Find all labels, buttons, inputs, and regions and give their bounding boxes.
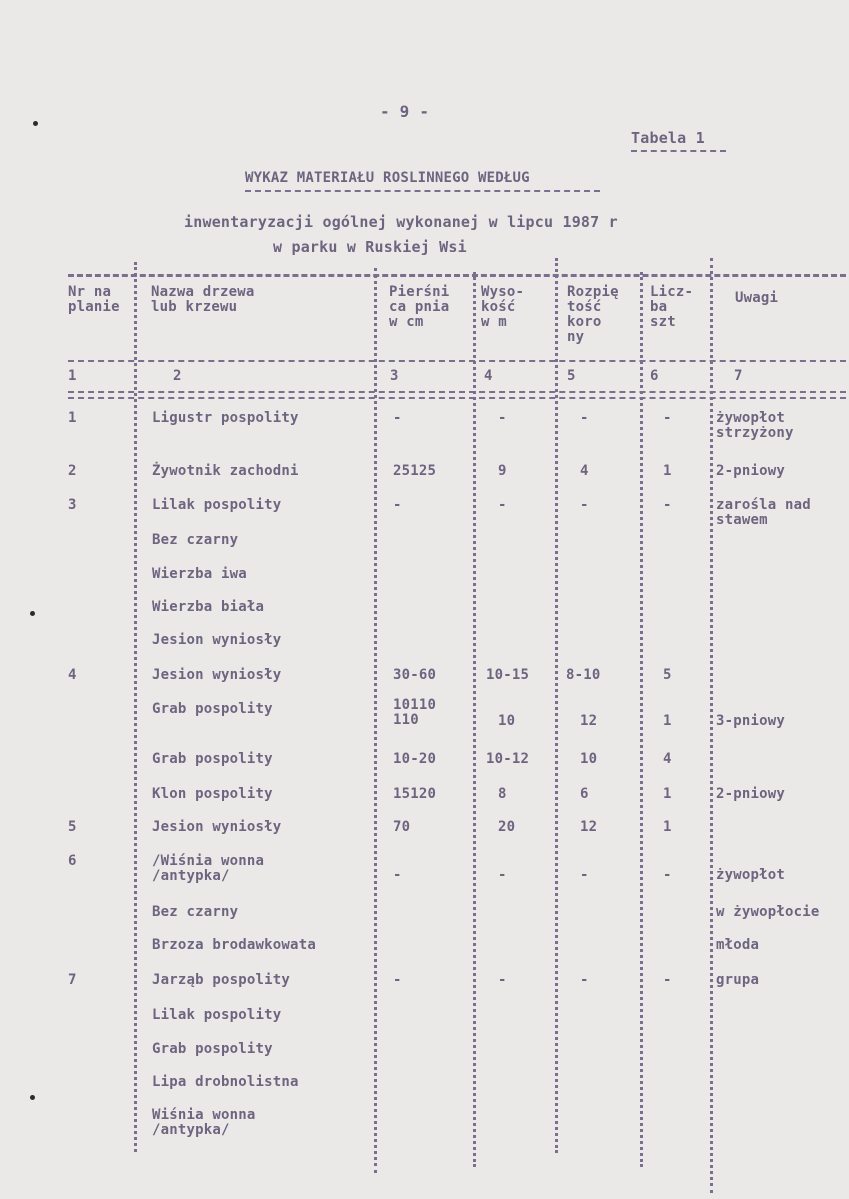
cell-name: Ligustr pospolity [152,410,299,426]
column-header-liczba: Licz- ba szt [650,284,694,330]
cell-nr: 1 [68,410,77,426]
document-subheading-line2: w parku w Ruskiej Wsi [273,238,467,256]
cell-liczba: 1 [663,713,672,729]
cell-wysokosc: - [498,867,507,883]
cell-uwagi: młoda [716,937,760,953]
table-label: Tabela 1 [631,129,705,147]
cell-name: Grab pospolity [152,751,273,767]
document-subheading-line1: inwentaryzacji ogólnej wykonanej w lipcu 1987 r [184,213,618,231]
cell-rozpietosc: - [580,497,589,513]
cell-name: Brzoza brodawkowata [152,937,316,953]
punch-hole-bottom [30,1095,35,1100]
column-header-piersnica: Pierśni ca pnia w cm [389,284,450,330]
column-divider-3 [473,272,476,1167]
cell-liczba: - [663,867,672,883]
cell-liczba: 1 [663,463,672,479]
cell-nr: 2 [68,463,77,479]
column-header-name: Nazwa drzewa lub krzewu [151,284,255,315]
cell-name: Klon pospolity [152,786,273,802]
document-heading: WYKAZ MATERIAŁU ROSLINNEGO WEDŁUG [245,170,530,186]
cell-piersnica: 70 [393,819,411,835]
cell-piersnica: - [393,497,402,513]
cell-wysokosc: 9 [498,463,507,479]
cell-rozpietosc: 8-10 [566,667,601,683]
cell-nr: 3 [68,497,77,513]
cell-piersnica: 10-20 [393,751,437,767]
cell-name: Jesion wyniosły [152,632,282,648]
cell-uwagi: 2-pniowy [716,463,786,479]
cell-name: Grab pospolity [152,1041,273,1057]
cell-wysokosc: 10-15 [486,667,530,683]
cell-name: /Wiśnia wonna /antypka/ [152,853,265,884]
cell-wysokosc: - [498,972,507,988]
column-header-uwagi: Uwagi [735,290,779,306]
cell-name: Lilak pospolity [152,497,282,513]
cell-rozpietosc: 4 [580,463,589,479]
table-label-underline [631,150,726,152]
heading-underline [245,190,600,192]
cell-liczba: 5 [663,667,672,683]
header-bottom-border-3 [68,397,846,399]
cell-wysokosc: - [498,497,507,513]
column-divider-6 [710,258,713,1193]
cell-rozpietosc: - [580,410,589,426]
cell-uwagi: grupa [716,972,760,988]
column-header-nr: Nr na planie [68,284,120,315]
column-number-4: 4 [484,368,493,384]
cell-piersnica: 30-60 [393,667,437,683]
cell-piersnica: - [393,972,402,988]
header-bottom-border-2 [68,391,846,393]
column-number-7: 7 [734,368,743,384]
cell-name: Jesion wyniosły [152,667,282,683]
cell-liczba: - [663,497,672,513]
cell-uwagi: 3-pniowy [716,713,786,729]
column-divider-5 [640,272,643,1167]
cell-wysokosc: 10-12 [486,751,530,767]
cell-name: Bez czarny [152,904,239,920]
cell-uwagi: żywopłot [716,867,786,883]
cell-liczba: 1 [663,819,672,835]
cell-piersnica: 10110 110 [393,697,437,728]
column-number-5: 5 [567,368,576,384]
cell-name: Grab pospolity [152,701,273,717]
cell-wysokosc: - [498,410,507,426]
cell-liczba: - [663,972,672,988]
punch-hole-middle [30,611,35,616]
cell-rozpietosc: - [580,867,589,883]
table-top-border [68,274,846,277]
cell-name: Wierzba biała [152,599,265,615]
cell-uwagi: zarośla nad stawem [716,497,811,528]
cell-uwagi: 2-pniowy [716,786,786,802]
cell-liczba: 1 [663,786,672,802]
cell-piersnica: 25125 [393,463,437,479]
column-divider-4 [555,258,558,1153]
cell-name: Lilak pospolity [152,1007,282,1023]
cell-nr: 5 [68,819,77,835]
cell-rozpietosc: 12 [580,713,598,729]
cell-name: Wierzba iwa [152,566,247,582]
column-number-6: 6 [650,368,659,384]
column-number-3: 3 [390,368,399,384]
cell-nr: 6 [68,853,77,869]
cell-name: Żywotnik zachodni [152,463,299,479]
column-header-wysokosc: Wyso- kość w m [481,284,525,330]
cell-wysokosc: 10 [498,713,516,729]
cell-nr: 7 [68,972,77,988]
cell-name: Wiśnia wonna /antypka/ [152,1107,256,1138]
header-bottom-border-1 [68,360,846,362]
punch-hole-top [33,121,38,126]
cell-rozpietosc: 12 [580,819,598,835]
cell-rozpietosc: 10 [580,751,598,767]
column-number-2: 2 [173,368,182,384]
cell-wysokosc: 20 [498,819,516,835]
cell-piersnica: 15120 [393,786,437,802]
cell-name: Jesion wyniosły [152,819,282,835]
page-number: - 9 - [380,102,430,121]
cell-uwagi: żywopłot strzyżony [716,410,794,441]
cell-name: Lipa drobnolistna [152,1074,299,1090]
cell-uwagi: w żywopłocie [716,904,820,920]
cell-rozpietosc: 6 [580,786,589,802]
cell-name: Jarząb pospolity [152,972,291,988]
column-header-rozpietosc: Rozpię tość koro ny [567,284,619,345]
cell-piersnica: - [393,410,402,426]
column-divider-2 [374,268,377,1173]
column-number-1: 1 [68,368,77,384]
cell-liczba: 4 [663,751,672,767]
cell-name: Bez czarny [152,532,239,548]
column-divider-1 [134,262,137,1152]
cell-nr: 4 [68,667,77,683]
cell-rozpietosc: - [580,972,589,988]
cell-wysokosc: 8 [498,786,507,802]
cell-liczba: - [663,410,672,426]
cell-piersnica: - [393,867,402,883]
